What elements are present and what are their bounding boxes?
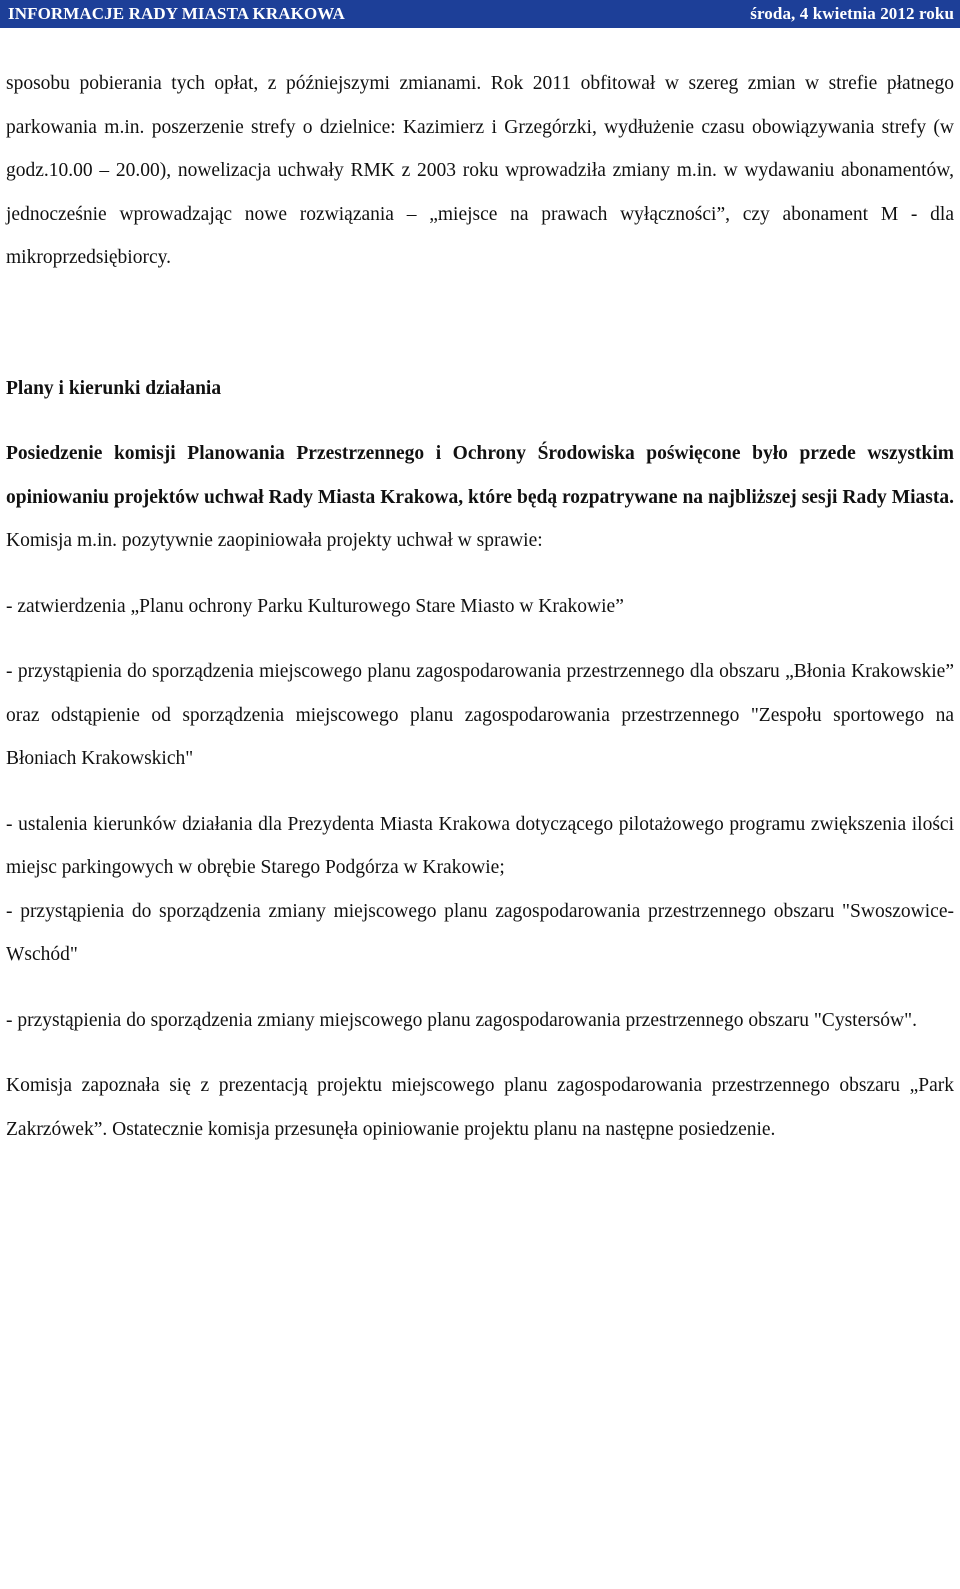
section-heading: Plany i kierunki działania xyxy=(6,377,222,399)
intro-paragraph: sposobu pobierania tych opłat, z późniejszymi zmianami. Rok 2011 obfitował w szereg zmian w strefie płatnego parkowania m.in. poszerzenie strefy o dzielnice: Kazimierz i Grzegórzki, wydłużenie czasu obowiązywania strefy (w godz.10.00 – 20.00), nowelizacja uchwały RMK z 2003 roku wprowadziła zmiany m.in. w wydawaniu abonamentów, jednocześnie wprowadzając nowe rozwiązania – „miejsce na prawach wyłączności”, czy abonament M - dla mikroprzedsiębiorcy. xyxy=(6,73,954,268)
list-item-4: - przystąpienia do sporządzenia zmiany miejscowego planu zagospodarowania przestrzennego obszaru "Swoszowice-Wschód" xyxy=(6,900,954,965)
list-item-3: - ustalenia kierunków działania dla Prezydenta Miasta Krakowa dotyczącego pilotażowego programu zwiększenia ilości miejsc parkingowych w obrębie Starego Podgórza w Krakowie; xyxy=(6,813,954,878)
publication-date: środa, 4 kwietnia 2012 roku xyxy=(750,4,954,23)
session-rest-text: Komisja m.in. pozytywnie zaopiniowała projekty uchwał w sprawie: xyxy=(6,530,543,551)
session-paragraph xyxy=(6,432,954,563)
document-body xyxy=(6,62,954,1151)
page-header xyxy=(0,0,960,28)
session-bold-text: Posiedzenie komisji Planowania Przestrzennego i Ochrony Środowiska poświęcone było przede wszystkim opiniowaniu projektów uchwał Rady Miasta Krakowa, które będą rozpatrywane na najbliższej sesji Rady Miasta. xyxy=(6,443,954,508)
publication-title: INFORMACJE RADY MIASTA KRAKOWA xyxy=(8,4,345,23)
list-item-5: - przystąpienia do sporządzenia zmiany miejscowego planu zagospodarowania przestrzennego obszaru "Cystersów". xyxy=(6,1009,917,1031)
closing-paragraph: Komisja zapoznała się z prezentacją projektu miejscowego planu zagospodarowania przestrzennego obszaru „Park Zakrzówek”. Ostatecznie komisja przesunęła opiniowanie projektu planu na następne posiedzenie. xyxy=(6,1075,954,1140)
list-item-2: - przystąpienia do sporządzenia miejscowego planu zagospodarowania przestrzennego dla obszaru „Błonia Krakowskie” oraz odstąpienie od sporządzenia miejscowego planu zagospodarowania przestrzennego "Zespołu sportowego na Błoniach Krakowskich" xyxy=(6,661,954,769)
list-item-1: - zatwierdzenia „Planu ochrony Parku Kulturowego Stare Miasto w Krakowie” xyxy=(6,595,624,617)
